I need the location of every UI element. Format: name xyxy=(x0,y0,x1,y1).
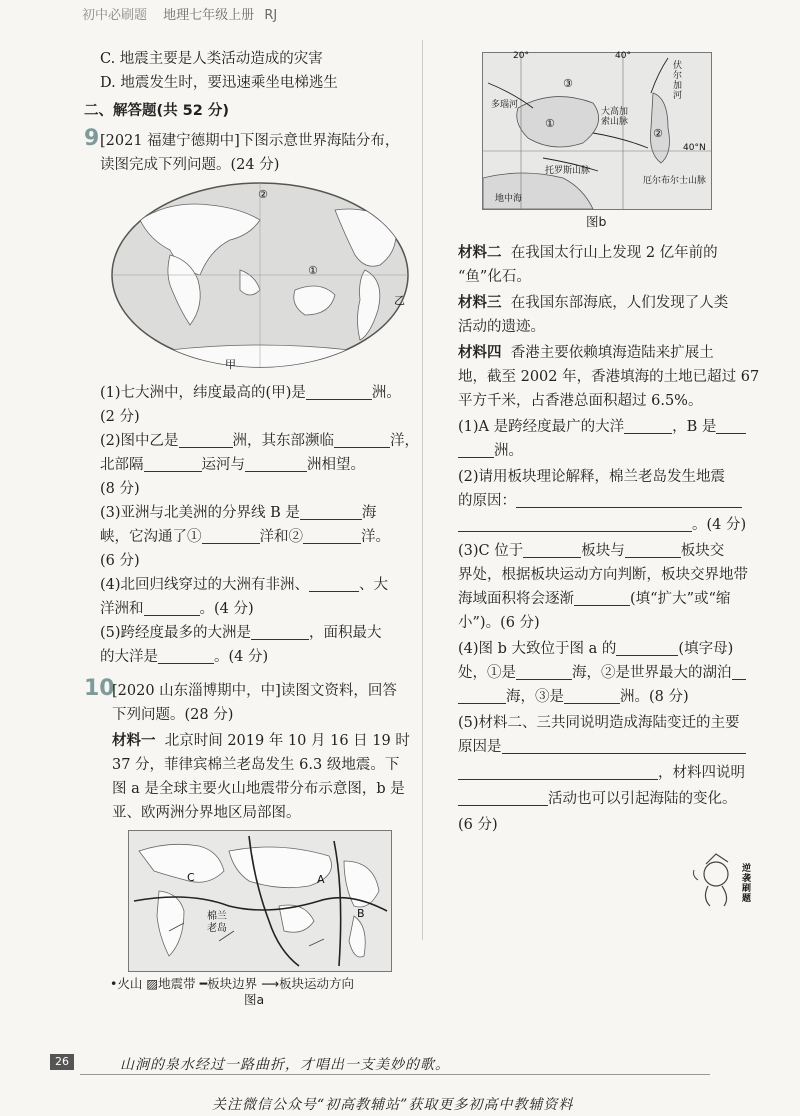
map-a-label-a: A xyxy=(317,873,325,886)
blank[interactable] xyxy=(144,455,202,472)
map-b-label-1: ① xyxy=(545,117,555,130)
material-2-line-1: 材料二 在我国太行山上发现 2 亿年前的 xyxy=(458,245,718,261)
blank[interactable] xyxy=(458,763,658,780)
header-edition: RJ xyxy=(264,8,278,23)
blank[interactable] xyxy=(616,639,678,656)
q10-sub5-d: 活动也可以引起海陆的变化。 xyxy=(458,788,737,810)
blank[interactable] xyxy=(574,589,630,606)
world-map-svg xyxy=(110,180,410,370)
q10-sub3-b: 界处，根据板块运动方向判断，板块交界地带 xyxy=(458,567,748,583)
material-4-line-2: 地，截至 2002 年，香港填海的土地已超过 67 xyxy=(458,369,760,385)
material-1-line-4: 亚、欧两洲分界地区局部图。 xyxy=(112,805,301,821)
question-10-number: 10 xyxy=(84,676,115,701)
blank[interactable] xyxy=(624,417,672,434)
option-d: D. 地震发生时，要迅速乘坐电梯逃生 xyxy=(100,75,338,91)
option-c: C. 地震主要是人类活动造成的灾害 xyxy=(100,51,323,67)
q10-sub5-a: (5)材料二、三共同说明造成海陆变迁的主要 xyxy=(458,715,740,731)
footer-quote: 山涧的泉水经过一路曲折，才唱出一支美妙的歌。 xyxy=(120,1057,450,1073)
q10-sub1-a: (1)A 是跨经度最广的大洋 ，B 是 xyxy=(458,416,746,438)
map-b-volga: 伏尔加河 xyxy=(673,61,683,101)
material-4-line-3: 平方千米，占香港总面积超过 6.5%。 xyxy=(458,393,703,409)
blank[interactable] xyxy=(523,541,581,558)
q10-sub5-score: (6 分) xyxy=(458,817,498,833)
q10-sub3-d: 小”)。(6 分) xyxy=(458,615,540,631)
section-title: 二、解答题(共 52 分) xyxy=(84,103,230,119)
q9-sub4-a: (4)北回归线穿过的大洲有非洲、 、大 xyxy=(100,577,389,593)
blank[interactable] xyxy=(179,431,233,448)
map-b-label-2: ② xyxy=(653,127,663,140)
mascot-stamp-text: 逆袭刷题 xyxy=(742,864,752,904)
q9-sub5-b: 的大洋是 。(4 分) xyxy=(100,649,269,665)
q9-sub1-score: (2 分) xyxy=(100,409,140,425)
q10-sub4-a: (4)图 b 大致位于图 a 的 (填字母) xyxy=(458,641,734,657)
world-map xyxy=(110,180,410,370)
q9-stem-1: [2021 福建宁德期中]下图示意世界海陆分布， xyxy=(100,133,400,149)
material-3-line-2: 活动的遗迹。 xyxy=(458,319,545,335)
header-brand: 初中必刷题 xyxy=(82,8,148,23)
blank[interactable] xyxy=(334,431,390,448)
q9-stem-2: 读图完成下列问题。(24 分) xyxy=(100,157,280,173)
footer-note: 关注微信公众号“初高教辅站”获取更多初高中教辅资料 xyxy=(212,1097,574,1113)
q10-stem-1: [2020 山东淄博期中，中]读图文资料，回答 xyxy=(112,683,397,699)
blank[interactable] xyxy=(625,541,681,558)
q10-sub5-b: 原因是 xyxy=(458,736,746,758)
q9-sub3-b: 峡，它沟通了① 洋和② 洋。 xyxy=(100,529,390,545)
blank[interactable] xyxy=(458,687,506,704)
map-b-label-3: ③ xyxy=(563,77,573,90)
q10-stem-2: 下列问题。(28 分) xyxy=(112,707,234,723)
material-1-line-1: 材料一 北京时间 2019 年 10 月 16 日 19 时 xyxy=(112,733,410,749)
column-divider xyxy=(422,40,423,940)
map-a-caption: 图a xyxy=(244,992,265,1007)
q9-sub3-a: (3)亚洲与北美洲的分界线 B 是 海 xyxy=(100,505,377,521)
q9-sub1: (1)七大洲中，纬度最高的(甲)是 洲。 xyxy=(100,385,401,401)
blank[interactable] xyxy=(202,527,260,544)
page-header xyxy=(82,4,277,23)
map-b-lon20: 20° xyxy=(513,51,529,61)
q10-sub2-b: 的原因： xyxy=(458,490,742,512)
blank[interactable] xyxy=(458,789,548,806)
map-b-med-sea: 地中海 xyxy=(495,194,523,204)
mascot-illustration xyxy=(690,850,760,910)
map-label-1: ① xyxy=(308,264,318,277)
q10-sub3-c: 海域面积将会逐渐 (填“扩大”或“缩 xyxy=(458,591,731,607)
map-label-2: ② xyxy=(258,188,268,201)
blank[interactable] xyxy=(458,515,692,532)
material-2-line-2: “鱼”化石。 xyxy=(458,269,531,285)
question-9-number: 9 xyxy=(84,126,100,151)
q9-sub5-a: (5)跨经度最多的大洲是 ，面积最大 xyxy=(100,625,382,641)
plate-map-svg xyxy=(129,831,391,971)
plate-map-a xyxy=(128,830,392,972)
q9-sub2-b: 北部隔 运河与 洲相望。 xyxy=(100,457,365,473)
blank[interactable] xyxy=(732,663,746,680)
q10-sub2-a: (2)请用板块理论解释，棉兰老岛发生地震 xyxy=(458,469,726,485)
material-4-line-1: 材料四 香港主要依赖填海造陆来扩展土 xyxy=(458,345,714,361)
q10-sub5-c: ，材料四说明 xyxy=(458,762,745,784)
material-1-line-2: 37 分，菲律宾棉兰老岛发生 6.3 级地震。下 xyxy=(112,757,400,773)
map-label-jia: 甲 xyxy=(225,358,236,371)
q9-sub2-a: (2)图中乙是 洲，其东部濒临 洋， xyxy=(100,433,420,449)
q10-sub4-c: 海，③是 洲。(8 分) xyxy=(458,686,689,708)
q9-sub2-score: (8 分) xyxy=(100,481,140,497)
map-a-label-c: C xyxy=(187,871,195,884)
map-a-legend: •火山 ▨地震带 ━板块边界 ⟶板块运动方向 xyxy=(110,976,355,991)
map-b-caucasus: 大高加索山脉 xyxy=(601,107,629,127)
map-a-label-b: B xyxy=(357,907,365,920)
footer-rule xyxy=(80,1074,710,1075)
q10-sub3-a: (3)C 位于 板块与 板块交 xyxy=(458,543,725,559)
q10-sub2-c: 。(4 分) xyxy=(458,514,746,536)
map-b-danube: 多瑙河 xyxy=(491,100,519,110)
blank[interactable] xyxy=(300,503,362,520)
blank[interactable] xyxy=(516,663,572,680)
q9-sub4-b: 洋洲和 。(4 分) xyxy=(100,601,254,617)
material-3-line-1: 材料三 在我国东部海底，人们发现了人类 xyxy=(458,295,729,311)
blank[interactable] xyxy=(716,417,746,434)
blank[interactable] xyxy=(502,737,746,754)
map-label-yi: 乙 xyxy=(394,294,405,307)
blank[interactable] xyxy=(306,383,372,400)
q9-sub3-score: (6 分) xyxy=(100,553,140,569)
blank[interactable] xyxy=(245,455,307,472)
q10-sub4-b: 处，①是 海，②是世界最大的湖泊 xyxy=(458,662,746,684)
header-title: 地理七年级上册 xyxy=(163,8,255,23)
blank[interactable] xyxy=(158,647,214,664)
map-b-lat40: 40°N xyxy=(683,143,706,153)
blank[interactable] xyxy=(251,623,309,640)
blank[interactable] xyxy=(564,687,620,704)
blank[interactable] xyxy=(309,575,359,592)
q10-sub1-b: 洲。 xyxy=(458,440,523,462)
map-b-taurus: 托罗斯山脉 xyxy=(545,166,591,176)
page-number: 26 xyxy=(50,1054,74,1070)
blank[interactable] xyxy=(458,441,494,458)
map-b-lon40: 40° xyxy=(615,51,631,61)
map-b-caption: 图b xyxy=(586,214,607,229)
blank[interactable] xyxy=(516,491,742,508)
blank[interactable] xyxy=(144,599,200,616)
map-b-elburz: 厄尔布尔士山脉 xyxy=(643,176,707,186)
region-map-b xyxy=(482,52,712,210)
map-a-label-island: 棉兰老岛 xyxy=(207,911,227,934)
blank[interactable] xyxy=(303,527,361,544)
material-1-line-3: 图 a 是全球主要火山地震带分布示意图，b 是 xyxy=(112,781,405,797)
